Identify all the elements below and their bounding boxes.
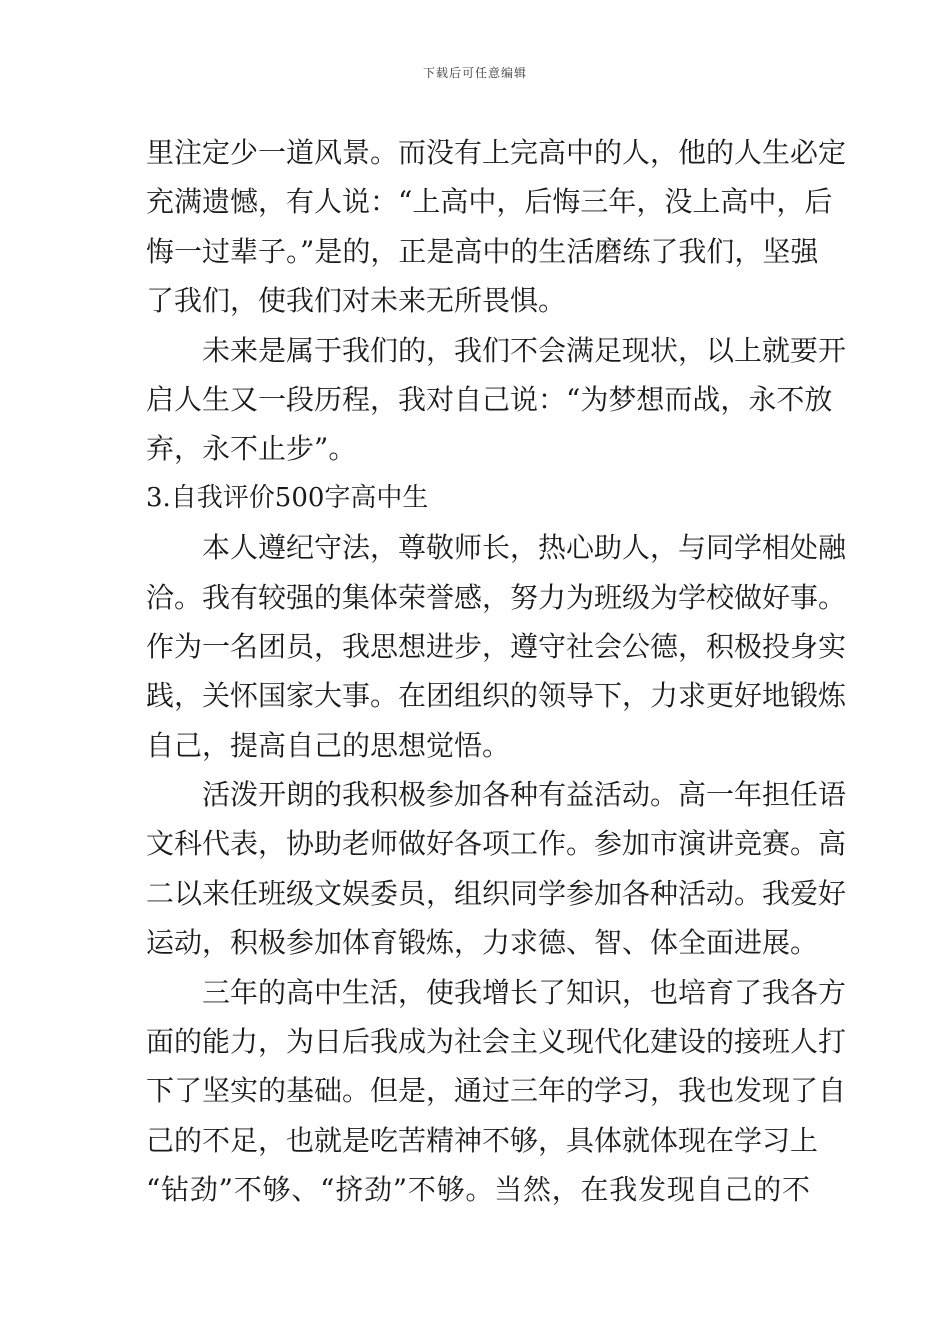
page-header: 下载后可任意编辑	[422, 66, 527, 80]
text-line: 下了坚实的基础。但是，通过三年的学习，我也发现了自	[146, 1074, 847, 1108]
text-line: 文科代表，协助老师做好各项工作。参加市演讲竞赛。高	[146, 827, 847, 861]
text-line: 弃，永不止步”。	[146, 432, 357, 466]
paragraph	[146, 326, 847, 474]
paragraph	[146, 523, 847, 770]
text-line: “钻劲”不够、“挤劲”不够。当然，在我发现自己的不	[146, 1173, 810, 1207]
text-line: 启人生又一段历程，我对自己说：“为梦想而战，永不放	[146, 382, 833, 416]
text-line: 本人遵纪守法，尊敬师长，热心助人，与同学相处融	[202, 531, 847, 565]
text-line: 二以来任班级文娱委员，组织同学参加各种活动。我爱好	[146, 876, 847, 910]
text-line: 作为一名团员，我思想进步，遵守社会公德，积极投身实	[146, 629, 847, 663]
text-line: 里注定少一道风景。而没有上完高中的人，他的人生必定	[146, 136, 847, 169]
document-body	[146, 128, 847, 1215]
text-line: 面的能力，为日后我成为社会主义现代化建设的接班人打	[146, 1025, 847, 1059]
text-line: 了我们，使我们对未来无所畏惧。	[146, 284, 567, 318]
text-line: 悔一过辈子。”是的，正是高中的生活磨练了我们，坚强	[146, 234, 819, 268]
text-line: 己的不足，也就是吃苦精神不够，具体就体现在学习上	[146, 1123, 819, 1157]
text-line: 三年的高中生活，使我增长了知识，也培育了我各方	[202, 975, 847, 1009]
text-line: 未来是属于我们的，我们不会满足现状，以上就要开	[202, 333, 847, 367]
paragraph	[146, 128, 847, 326]
text-line: 自己，提高自己的思想觉悟。	[146, 728, 511, 762]
heading-text: 3.自我评价500字高中生	[146, 482, 429, 513]
paragraph	[146, 770, 847, 968]
text-line: 洽。我有较强的集体荣誉感，努力为班级为学校做好事。	[146, 580, 847, 614]
text-line: 运动，积极参加体育锻炼，力求德、智、体全面进展。	[146, 926, 819, 960]
text-line: 践，关怀国家大事。在团组织的领导下，力求更好地锻炼	[146, 679, 847, 713]
text-line: 活泼开朗的我积极参加各种有益活动。高一年担任语	[202, 778, 847, 812]
paragraph	[146, 968, 847, 1215]
section-heading	[146, 474, 810, 523]
text-line: 充满遗憾，有人说：“上高中，后悔三年，没上高中，后	[146, 185, 833, 219]
